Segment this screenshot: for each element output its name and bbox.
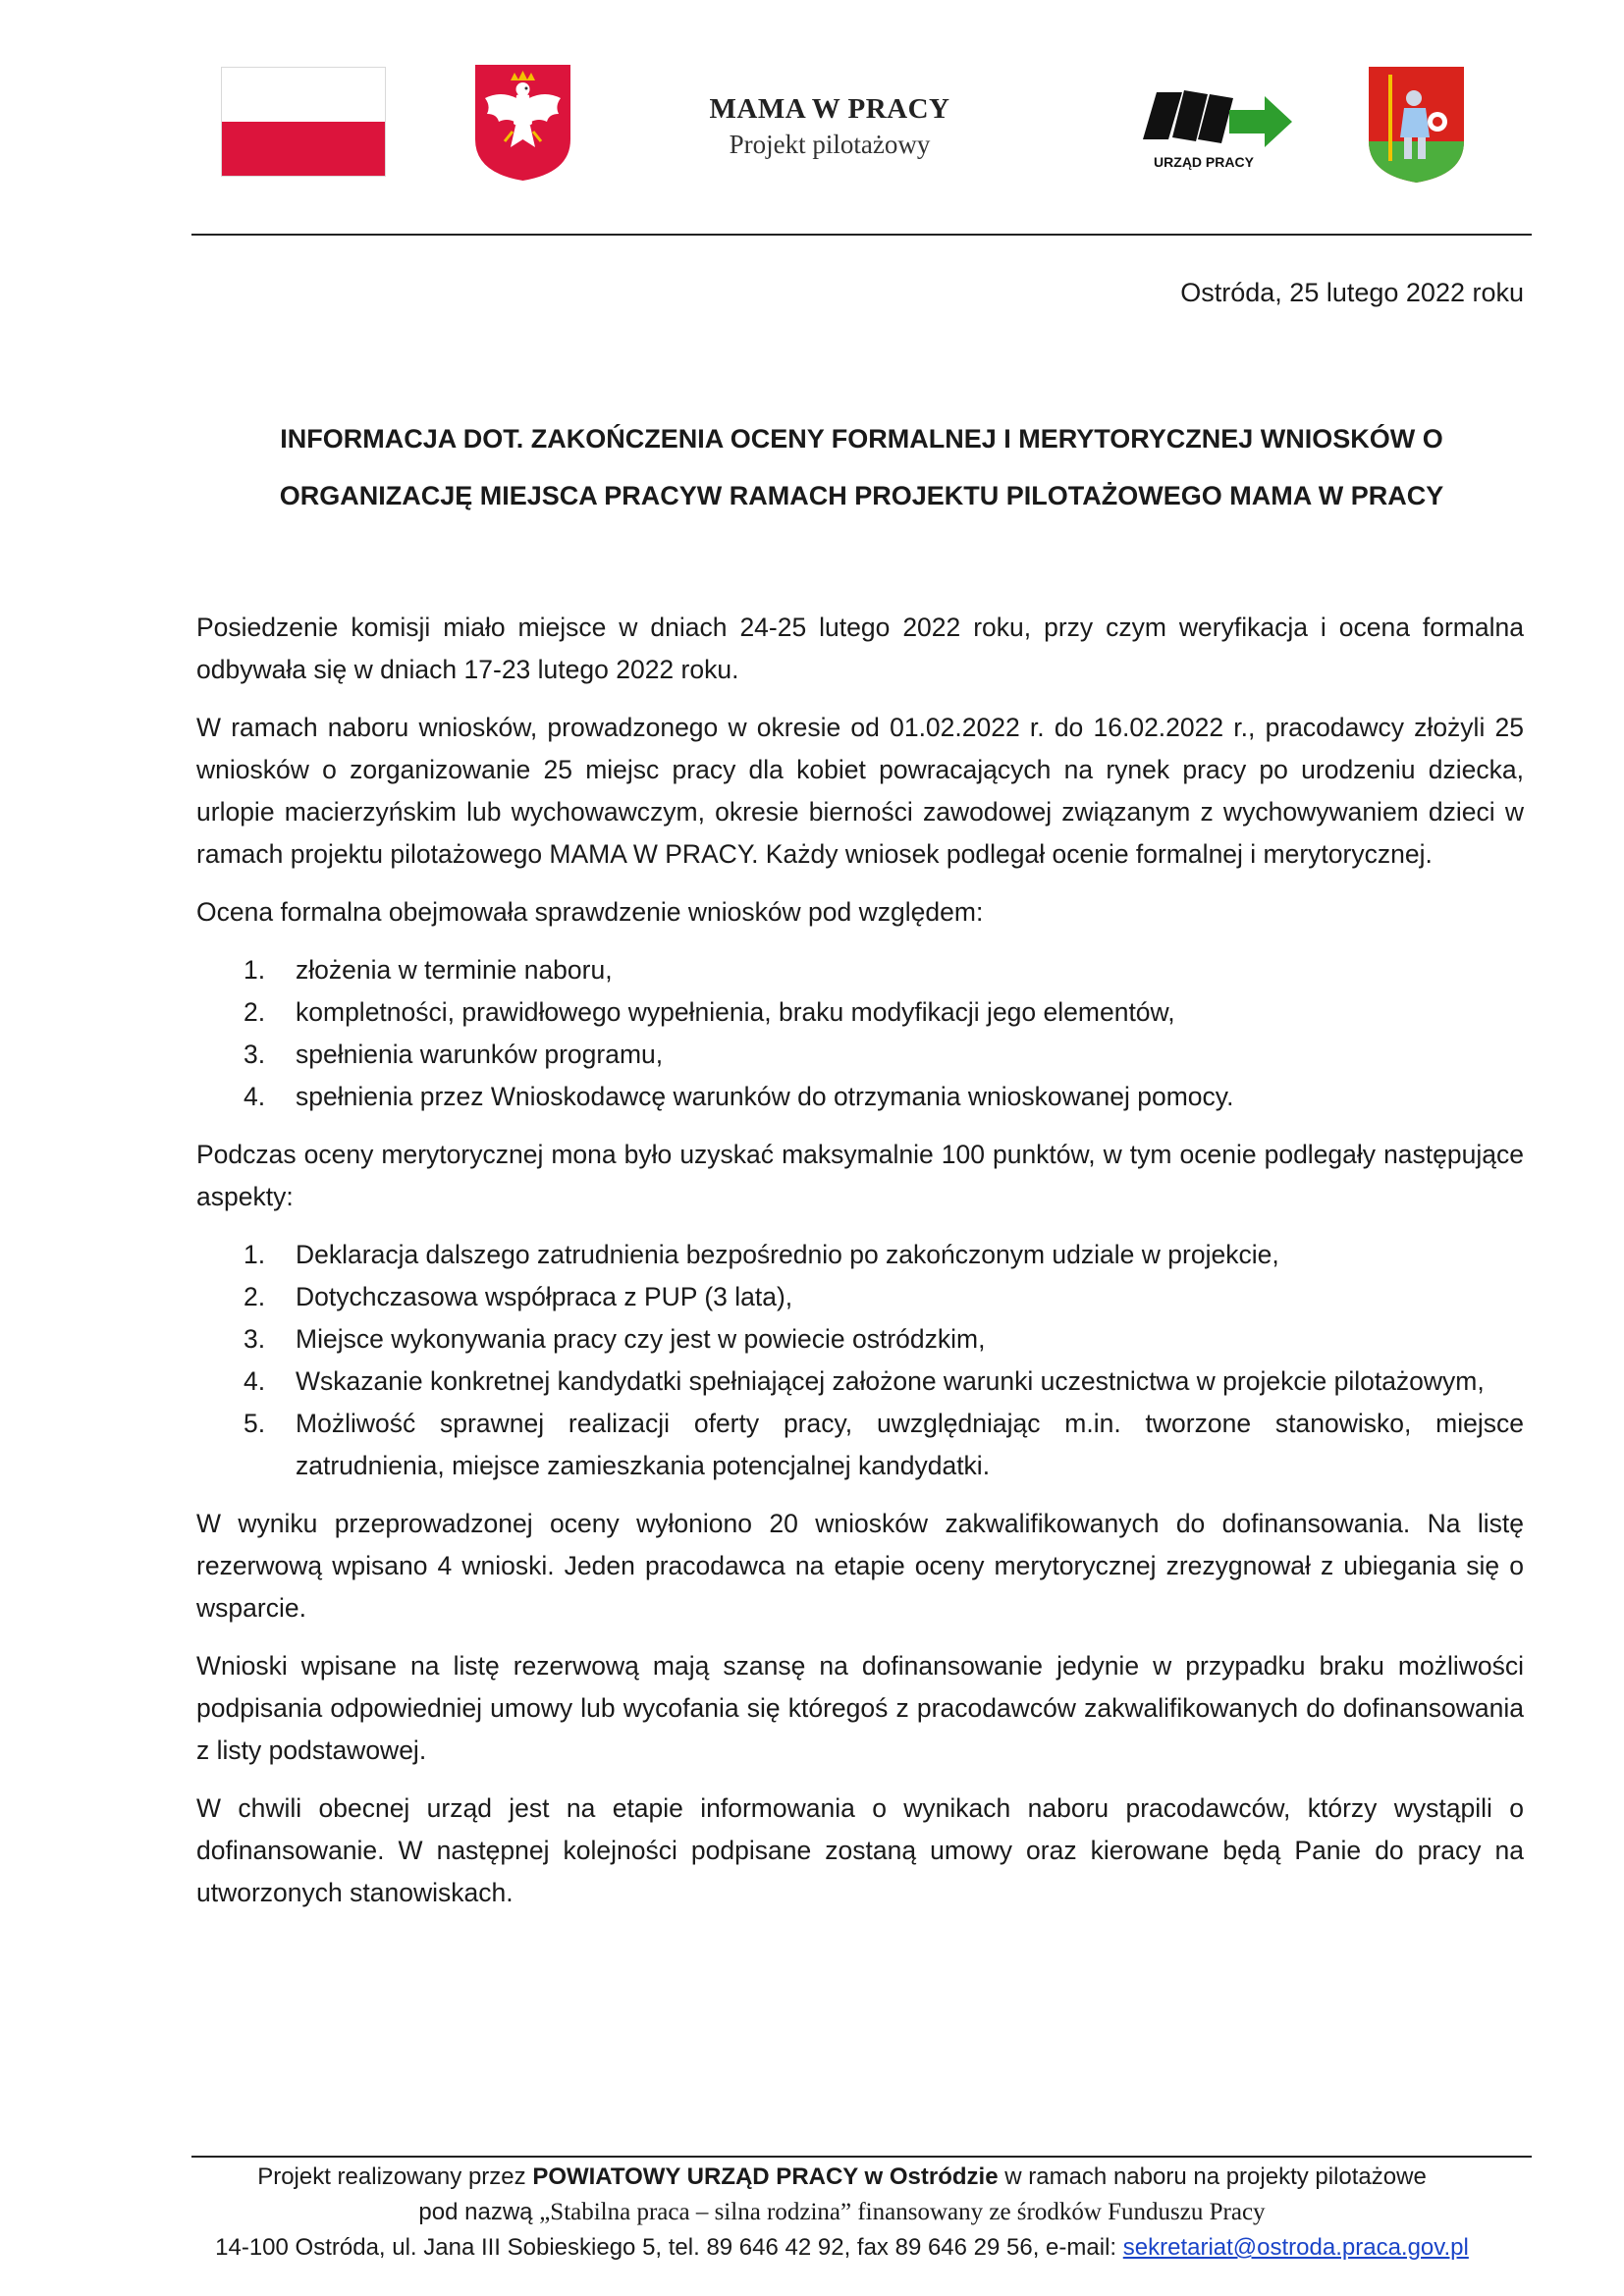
white-eagle-emblem-icon (471, 63, 574, 183)
polish-flag-icon (221, 67, 386, 177)
header-divider (191, 234, 1532, 236)
paragraph-commission-meeting: Posiedzenie komisji miało miejsce w dniach 24-25 lutego 2022 roku, przy czym weryfikacja i ocena formalna odbywała się w dniach 17-23 lutego 2022 roku. (196, 613, 1524, 684)
list-item: 1. złożenia w terminie naboru, (244, 955, 613, 985)
footer (157, 2160, 1527, 2266)
footer-line-2: pod nazwą „Stabilna praca – silna rodzina” finansowany ze środków Funduszu Pracy (418, 2199, 1266, 2225)
document-body (196, 607, 1524, 1930)
paragraph-formal-assessment-intro: Ocena formalna obejmowała sprawdzenie wniosków pod względem: (196, 897, 984, 927)
document-date: Ostróda, 25 lutego 2022 roku (1180, 278, 1524, 307)
list-item: 4. spełnienia przez Wnioskodawcę warunków do otrzymania wnioskowanej pomocy. (244, 1082, 1234, 1111)
list-item: 3. spełnienia warunków programu, (244, 1040, 664, 1069)
project-title: MAMA W PRACY (709, 93, 950, 125)
paragraph-application-intake: W ramach naboru wniosków, prowadzonego w okresie od 01.02.2022 r. do 16.02.2022 r., pracodawcy złożyli 25 wniosków o zorganizowanie 25 miejsc pracy dla kobiet powracających na rynek pracy po urodzeniu dziecka, urlopie macierzyńskim lub wychowawczym, okresie bierności zawodowej związanym z wychowywaniem dzieci w ramach projektu pilotażowego MAMA W PRACY. Każdy wniosek podlegał ocenie formalnej i merytorycznej. (196, 713, 1524, 869)
footer-line-3: 14-100 Ostróda, ul. Jana III Sobieskiego 5, tel. 89 646 42 92, fax 89 646 29 56, e-mail: sekretariat@ostroda.praca.gov.pl (215, 2234, 1469, 2261)
paragraph-reserve-list: Wnioski wpisane na listę rezerwową mają szansę na dofinansowanie jedynie w przypadku braku możliwości podpisania odpowiedniej umowy lub wycofania się któregoś z pracodawców zakwalifikowanych do dofinansowania z listy podstawowej. (196, 1651, 1524, 1765)
project-title-block (682, 93, 977, 160)
paragraph-merit-assessment-intro: Podczas oceny merytorycznej mona było uzyskać maksymalnie 100 punktów, w tym ocenie podlegały następujące aspekty: (196, 1140, 1524, 1211)
footer-line-1: Projekt realizowany przez POWIATOWY URZĄD PRACY w Ostródzie w ramach naboru na projekty pilotażowe (257, 2163, 1427, 2190)
formal-criteria-list (196, 949, 1524, 1118)
urzad-pracy-logo-icon (1139, 80, 1296, 179)
list-item: 5. Możliwość sprawnej realizacji oferty pracy, uwzględniając m.in. tworzone stanowisko, miejsce zatrudnienia, miejsce zamieszkania potencjalnej kandydatki. (244, 1409, 1524, 1480)
list-item: 2. Dotychczasowa współpraca z PUP (3 lata), (244, 1282, 793, 1311)
project-subtitle: Projekt pilotażowy (729, 130, 931, 159)
merit-criteria-list (196, 1234, 1524, 1487)
email-link[interactable]: sekretariat@ostroda.praca.gov.pl (1122, 2234, 1469, 2261)
heading-line-1: INFORMACJA DOT. ZAKOŃCZENIA OCENY FORMALNEJ I MERYTORYCZNEJ WNIOSKÓW O (280, 424, 1443, 454)
paragraph-assessment-result: W wyniku przeprowadzonej oceny wyłoniono 20 wniosków zakwalifikowanych do dofinansowania. Na listę rezerwową wpisano 4 wnioski. Jeden pracodawca na etapie oceny merytorycznej zrezygnował z ubiegania się o wsparcie. (196, 1509, 1524, 1623)
footer-divider (191, 2156, 1532, 2158)
paragraph-current-stage: W chwili obecnej urząd jest na etapie informowania o wynikach naboru pracodawców, którzy wystąpili o dofinansowanie. W następnej kolejności podpisane zostaną umowy oraz kierowane będą Panie do pracy na utworzonych stanowiskach. (196, 1793, 1524, 1907)
list-item: 4. Wskazanie konkretnej kandydatki spełniającej założone warunki uczestnictwa w projekcie pilotażowym, (244, 1366, 1485, 1396)
letterhead (191, 59, 1532, 196)
list-item: 1. Deklaracja dalszego zatrudnienia bezpośrednio po zakończonym udziale w projekcie, (244, 1240, 1279, 1269)
up-logo-text: URZĄD PRACY (1154, 154, 1254, 170)
ostroda-coat-of-arms-icon (1365, 65, 1468, 185)
heading-line-2: ORGANIZACJĘ MIEJSCA PRACYW RAMACH PROJEKTU PILOTAŻOWEGO MAMA W PRACY (279, 481, 1444, 510)
document-heading (196, 410, 1527, 524)
list-item: 3. Miejsce wykonywania pracy czy jest w powiecie ostródzkim, (244, 1324, 986, 1354)
list-item: 2. kompletności, prawidłowego wypełnienia, braku modyfikacji jego elementów, (244, 997, 1175, 1027)
